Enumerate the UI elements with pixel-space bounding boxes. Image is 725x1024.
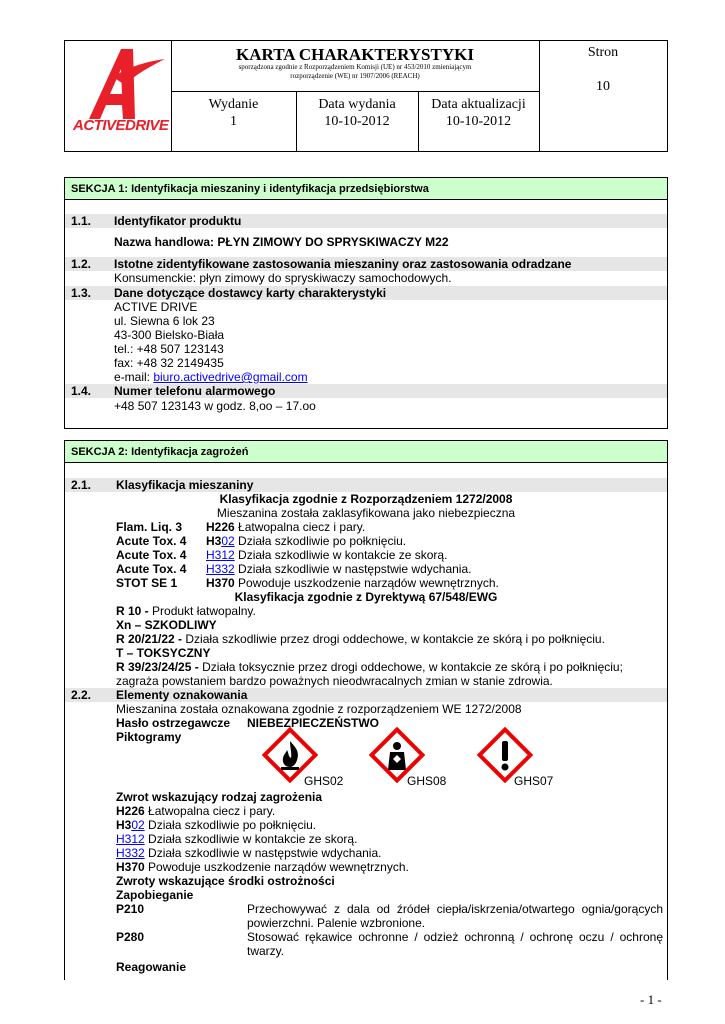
- h-code-link[interactable]: H332: [206, 562, 235, 576]
- s12-number: 1.2.: [71, 257, 92, 271]
- class-text: Działa szkodliwie w następstwie wdychania.: [234, 562, 472, 576]
- p210-code: P210: [116, 902, 145, 916]
- hazard-statement: [116, 804, 275, 818]
- hazard-text: Działa szkodliwie w następstwie wdychania.: [144, 846, 382, 860]
- section-1-title: SEKCJA 1: Identyfikacja mieszaniny i identyfikacja przedsiębiorstwa: [65, 178, 667, 200]
- h-code: H226: [116, 804, 145, 818]
- hazard-text: Działa szkodliwie po połknięciu.: [144, 818, 317, 832]
- company-email: [114, 370, 308, 384]
- r39-phrase: [116, 660, 623, 674]
- s12-title: Istotne zidentyfikowane zastosowania mieszaniny oraz zastosowania odradzane: [114, 257, 572, 271]
- company-fax: fax: +48 32 2149435: [114, 356, 224, 370]
- hazard-statement: [116, 818, 316, 832]
- class-name: Flam. Liq. 3: [116, 520, 183, 534]
- hazard-text: Działa szkodliwie w kontakcie ze skorą.: [144, 832, 358, 846]
- trade-name: Nazwa handlowa: PŁYN ZIMOWY DO SPRYSKIWACZY M22: [114, 235, 449, 249]
- section-1: [64, 177, 668, 429]
- clp-note: Mieszanina została zaklasyfikowana jako niebezpieczna: [216, 506, 516, 520]
- class-statement: [206, 520, 365, 534]
- label-note: Mieszanina została oznakowana zgodnie z rozporządzeniem WE 1272/2008: [116, 702, 522, 716]
- h-code-link[interactable]: H312: [206, 548, 235, 562]
- t-symbol: T – TOKSYCZNY: [116, 646, 211, 660]
- p280-text: Stosować rękawice ochronne / odzież ochronną / ochronę oczu / ochronę twarzy.: [247, 930, 663, 958]
- precaution-heading: Zwroty wskazujące środki ostrożności: [116, 874, 335, 888]
- issue-date-label: Data wydania: [318, 97, 396, 112]
- r-text: Działa toksycznie przez drogi oddechowe, w kontakcie ze skórą i po połknięciu;: [202, 660, 623, 674]
- s11-title: Identyfikator produktu: [114, 214, 242, 228]
- class-text: Działa szkodliwie w kontakcie ze skorą.: [234, 548, 448, 562]
- class-name: Acute Tox. 4: [116, 534, 187, 548]
- r-code: R 10 -: [116, 604, 153, 618]
- class-statement: [206, 534, 406, 548]
- p210-text: Przechowywać z dala od źródeł ciepła/iskrzenia/otwartego ognia/gorących powierzchni. Palenie wzbronione.: [247, 902, 663, 930]
- r-text: Działa szkodliwie przez drogi oddechowe, w kontakcie ze skórą i po połknięciu.: [185, 632, 605, 646]
- regulation-line-1: sporządzona zgodnie z Rozporządzeniem Komisji (UE) nr 453/2010 zmieniającym: [238, 63, 472, 71]
- class-statement: [206, 548, 447, 562]
- h-code: H370: [206, 576, 235, 590]
- edition-label: Wydanie: [208, 97, 259, 112]
- response-label: Reagowanie: [116, 960, 187, 974]
- xn-symbol: Xn – SZKODLIWY: [116, 618, 217, 632]
- page-number: - 1 -: [640, 992, 662, 1007]
- emergency-phone: +48 507 123143 w godz. 8,oo – 17.oo: [114, 399, 316, 413]
- s11-number: 1.1.: [71, 214, 92, 228]
- pages-value: 10: [596, 79, 610, 94]
- signal-word-label: Hasło ostrzegawcze: [116, 716, 231, 730]
- signal-word: NIEBEZPIECZEŃSTWO: [247, 716, 380, 730]
- r-text: Produkt łatwopalny.: [152, 604, 256, 618]
- class-name: Acute Tox. 4: [116, 548, 187, 562]
- ghs-code: GHS08: [407, 774, 447, 788]
- r-code: R 39/23/24/25 -: [116, 660, 203, 674]
- s22-title: Elementy oznakowania: [116, 688, 248, 702]
- h-code: H3: [116, 818, 132, 832]
- h-code: H226: [206, 520, 235, 534]
- s21-number: 2.1.: [71, 478, 92, 492]
- edition-value: 1: [230, 114, 237, 129]
- class-name: STOT SE 1: [116, 576, 178, 590]
- company-street: ul. Siewna 6 lok 23: [114, 314, 215, 328]
- company-phone: tel.: +48 507 123143: [114, 342, 224, 356]
- s14-number: 1.4.: [71, 384, 92, 398]
- email-label: e-mail:: [114, 370, 154, 384]
- pages-label: Stron: [587, 45, 619, 60]
- pictograms-label: Piktogramy: [116, 730, 182, 744]
- active-drive-logo: [69, 47, 169, 147]
- logo-text: ACTIVEDRIVE: [73, 117, 169, 134]
- h-code: H3: [206, 534, 222, 548]
- class-text: Powoduje uszkodzenie narządów wewnętrznych.: [234, 576, 499, 590]
- r39-phrase-cont: zagraża powstaniem bardzo poważnych nieodwracalnych zmian w stanie zdrowia.: [116, 674, 553, 688]
- ghs-code: GHS02: [304, 774, 344, 788]
- hazard-text: Łatwopalna ciecz i pary.: [144, 804, 276, 818]
- issue-date-value: 10-10-2012: [324, 114, 390, 129]
- hazard-statement: [116, 860, 409, 874]
- class-text: Działa szkodliwie po połknięciu.: [234, 534, 407, 548]
- class-statement: [206, 562, 471, 576]
- document-header: [64, 40, 668, 152]
- intended-use: Konsumenckie: płyn zimowy do spryskiwaczy samochodowych.: [114, 271, 452, 285]
- h-code-link[interactable]: 02: [221, 534, 235, 548]
- h-code-link[interactable]: 02: [131, 818, 145, 832]
- prevention-label: Zapobieganie: [116, 888, 194, 902]
- regulation-line-2: rozporządzenie (WE) nr 1907/2006 (REACH): [290, 72, 420, 80]
- hazard-statement: [116, 846, 381, 860]
- r10-phrase: [116, 604, 256, 618]
- s13-number: 1.3.: [71, 286, 92, 300]
- email-link[interactable]: biuro.activedrive@gmail.com: [153, 370, 308, 384]
- ghs-code: GHS07: [514, 774, 554, 788]
- document-title: KARTA CHARAKTERYSTYKI: [236, 45, 474, 64]
- clp-heading: Klasyfikacja zgodnie z Rozporządzeniem 1272/2008: [219, 492, 513, 506]
- company-name: ACTIVE DRIVE: [114, 300, 198, 314]
- class-statement: [206, 576, 499, 590]
- hazard-heading: Zwrot wskazujący rodzaj zagrożenia: [116, 790, 323, 804]
- hazard-statement: [116, 832, 357, 846]
- s22-number: 2.2.: [71, 688, 92, 702]
- r20-phrase: [116, 632, 605, 646]
- dsd-heading: Klasyfikacja zgodnie z Dyrektywą 67/548/EWG: [234, 590, 498, 604]
- update-date-label: Data aktualizacji: [431, 97, 526, 112]
- class-text: Łatwopalna ciecz i pary.: [234, 520, 366, 534]
- company-city: 43-300 Bielsko-Biała: [114, 328, 225, 342]
- s13-title: Dane dotyczące dostawcy karty charakterystyki: [114, 286, 387, 300]
- h-code-link[interactable]: H332: [116, 846, 145, 860]
- section-2-title: SEKCJA 2: Identyfikacja zagrożeń: [65, 441, 667, 463]
- h-code: H370: [116, 860, 145, 874]
- p280-code: P280: [116, 930, 145, 944]
- class-name: Acute Tox. 4: [116, 562, 187, 576]
- section-2: [64, 440, 668, 980]
- s14-title: Numer telefonu alarmowego: [114, 384, 276, 398]
- r-code: R 20/21/22 -: [116, 632, 186, 646]
- update-date-value: 10-10-2012: [445, 114, 512, 129]
- s21-title: Klasyfikacja mieszaniny: [116, 478, 254, 492]
- h-code-link[interactable]: H312: [116, 832, 145, 846]
- hazard-text: Powoduje uszkodzenie narządów wewnętrznych.: [144, 860, 409, 874]
